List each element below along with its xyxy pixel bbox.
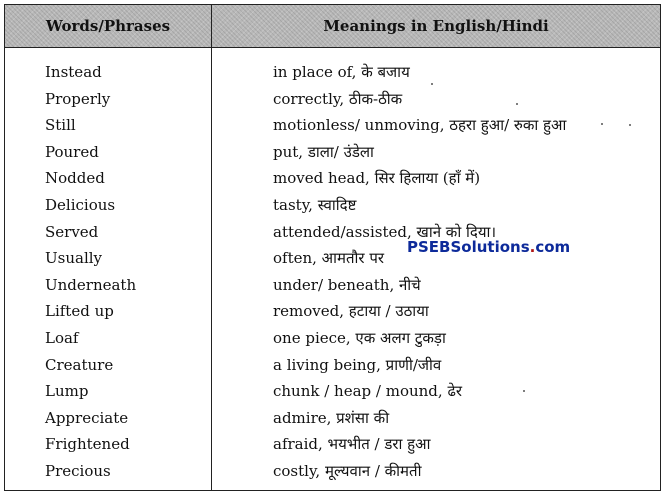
meaning-cell: admire, प्रशंसा की [273, 408, 390, 427]
word-cell: Precious [45, 462, 111, 480]
table-row [5, 272, 660, 299]
table-row [5, 458, 660, 485]
meaning-cell: afraid, भयभीत / डरा हुआ [273, 435, 431, 454]
meaning-cell: a living being, प्राणी/जीव [273, 355, 442, 374]
table-row [5, 86, 660, 113]
word-cell: Poured [45, 142, 99, 161]
header-meanings: Meanings in English/Hindi [323, 17, 549, 35]
meaning-cell: in place of, के बजाय [273, 63, 410, 81]
word-cell: Lifted up [45, 302, 114, 321]
table-row [5, 192, 660, 219]
meaning-cell: costly, मूल्यवान / कीमती [273, 462, 422, 480]
meaning-cell: chunk / heap / mound, ढेर [273, 382, 463, 401]
word-cell: Usually [45, 249, 103, 268]
watermark-tail: com [535, 238, 571, 256]
table-row [5, 112, 660, 139]
scan-speck [601, 123, 603, 125]
table-row [5, 352, 660, 379]
watermark-text: PSEBSolutions [407, 238, 530, 256]
meaning-cell: removed, हटाया / उठाया [273, 302, 429, 321]
meaning-cell: attended/assisted, खाने को दिया। [273, 222, 497, 241]
meaning-cell: one piece, एक अलग टुकड़ा [273, 329, 446, 347]
psebsolutions-watermark [407, 238, 570, 256]
table-header [5, 5, 660, 48]
scan-speck [516, 103, 518, 105]
header-words-phrases: Words/Phrases [45, 17, 171, 35]
table-row [5, 325, 660, 352]
word-cell: Delicious [45, 196, 116, 214]
word-cell: Served [45, 222, 99, 241]
word-cell: Nodded [45, 169, 105, 188]
meaning-cell: under/ beneath, नीचे [273, 275, 421, 294]
meaning-cell: put, डाला/ उंडेला [273, 142, 374, 161]
word-cell: Underneath [45, 275, 137, 294]
table-row [5, 378, 660, 405]
scan-speck [523, 390, 525, 392]
word-cell: Creature [45, 355, 114, 374]
meaning-cell: motionless/ unmoving, ठहरा हुआ/ रुका हुआ [273, 116, 567, 135]
word-cell: Frightened [45, 435, 130, 454]
scan-speck [431, 83, 433, 85]
word-cell: Appreciate [45, 408, 129, 427]
table-row [5, 59, 660, 86]
watermark-dot: . [529, 238, 536, 256]
word-cell: Still [45, 116, 76, 135]
table-row [5, 431, 660, 458]
word-cell: Properly [45, 89, 111, 108]
word-cell: Instead [45, 63, 102, 81]
meaning-cell: tasty, स्वादिष्ट [273, 196, 357, 214]
table-row [5, 405, 660, 432]
scan-speck [629, 124, 631, 126]
meaning-cell: often, आमतौर पर [273, 249, 384, 268]
word-cell: Loaf [45, 329, 79, 347]
table-row [5, 139, 660, 166]
word-cell: Lump [45, 382, 89, 401]
table-row [5, 165, 660, 192]
meaning-cell: correctly, ठीक-ठीक [273, 89, 403, 108]
table-row [5, 298, 660, 325]
meaning-cell: moved head, सिर हिलाया (हाँ में) [273, 169, 481, 188]
